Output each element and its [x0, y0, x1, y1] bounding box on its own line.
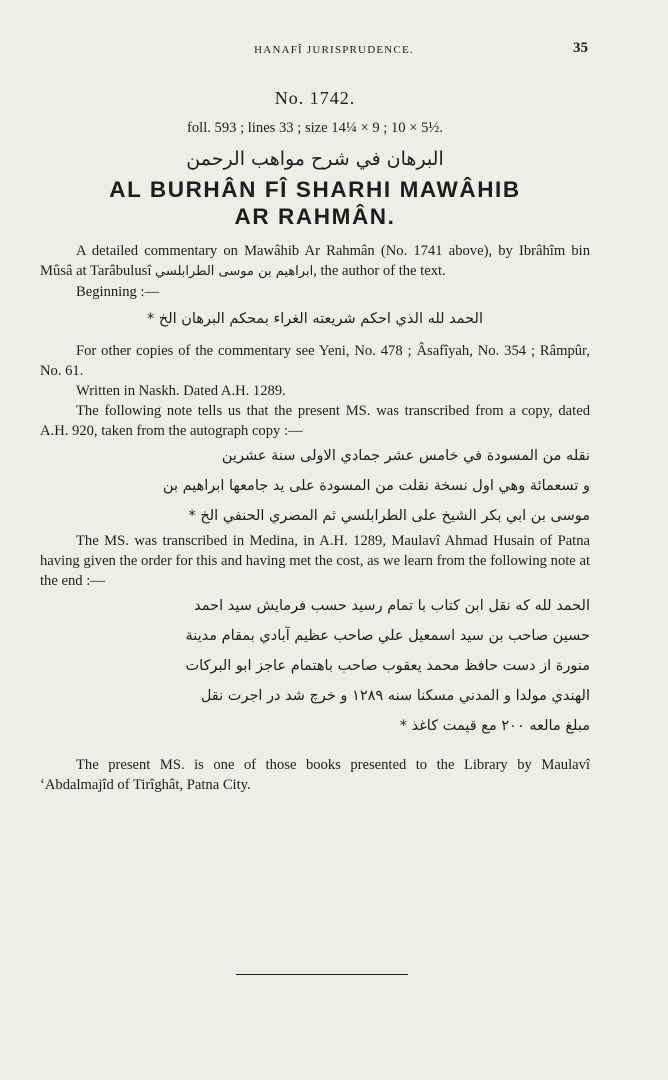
- beginning-label: Beginning :—: [76, 284, 160, 300]
- colophon-line-5: مبلغ مالعه ٢٠٠ مع قيمت كاغذ *: [399, 718, 590, 734]
- end-rule: [236, 974, 408, 975]
- presentation-note: The present MS. is one of those books presented to the Library by Maulavî ‘Abdalmajîd of Tirîghât, Patna City.: [40, 757, 590, 793]
- note-arabic-line-3: موسى بن ابي بكر الشيخ على الطرابلسي ثم المصري الحنفي الخ *: [188, 508, 590, 524]
- entry-body: [40, 88, 590, 795]
- author-arabic-name: ابراهيم بن موسى الطرابلسي: [155, 264, 314, 279]
- note-arabic-line-1: نقله من المسودة في خامس عشر جمادي الاولى سنة عشرين: [221, 448, 590, 464]
- note-intro: The following note tells us that the present MS. was transcribed from a copy, dated A.H. 920, taken from the autograph copy :—: [40, 403, 590, 439]
- running-head: HANAFÎ JURISPRUDENCE.: [254, 44, 414, 56]
- arabic-title: البرهان في شرح مواهب الرحمن: [186, 148, 444, 170]
- description-text: A detailed commentary on Mawâhib Ar Rahmân (No. 1741 above), by Ibrâhîm bin Mûsâ at Tarâbulusî: [40, 243, 590, 279]
- latin-title-line-1: AL BURHÂN FÎ SHARHI MAWÂHIB: [109, 177, 521, 202]
- note-arabic-line-2: و تسعمائة وهي اول نسخة نقلت من المسودة على يد جامعها ابراهيم بن: [162, 478, 590, 494]
- note-arabic: [40, 441, 590, 531]
- entry-number: No. 1742.: [274, 88, 356, 108]
- latin-title-line-2: AR RAHMÂN.: [234, 204, 396, 229]
- collation-line: foll. 593 ; lines 33 ; size 14¼ × 9 ; 10 × 5½.: [186, 120, 444, 136]
- other-copies: For other copies of the commentary see Yeni, No. 478 ; Âsafîyah, No. 354 ; Râmpûr, No. 61.: [40, 343, 590, 379]
- description-tail: , the author of the text.: [313, 263, 446, 279]
- description-paragraph: [40, 241, 590, 282]
- page-number: 35: [573, 40, 588, 56]
- colophon-line-4: الهندي مولدا و المدني مسكنا سنه ١٢٨٩ و خرچ شد در اجرت نقل: [200, 688, 590, 704]
- colophon-line-1: الحمد لله كه نقل ابن كتاب با تمام رسيد حسب فرمايش سيد احمد: [194, 598, 590, 614]
- colophon-line-2: حسين صاحب بن سيد اسمعيل علي صاحب عظيم آبادي بمقام مدينة: [185, 628, 590, 644]
- script-and-date: Written in Naskh. Dated A.H. 1289.: [76, 383, 286, 399]
- colophon-line-3: منورة از دست حافظ محمد يعقوب صاحب باهتمام عاجز ابو البركات: [185, 658, 590, 674]
- colophon-arabic: [40, 591, 590, 741]
- transcription-paragraph: The MS. was transcribed in Medina, in A.H. 1289, Maulavî Ahmad Husain of Patna having given the order for this and having met the cost, as we learn from the following note at the end :—: [40, 533, 590, 589]
- latin-title: [40, 176, 590, 230]
- beginning-arabic: الحمد لله الذي احكم شريعته الغراء بمحكم البرهان الخ *: [147, 311, 483, 327]
